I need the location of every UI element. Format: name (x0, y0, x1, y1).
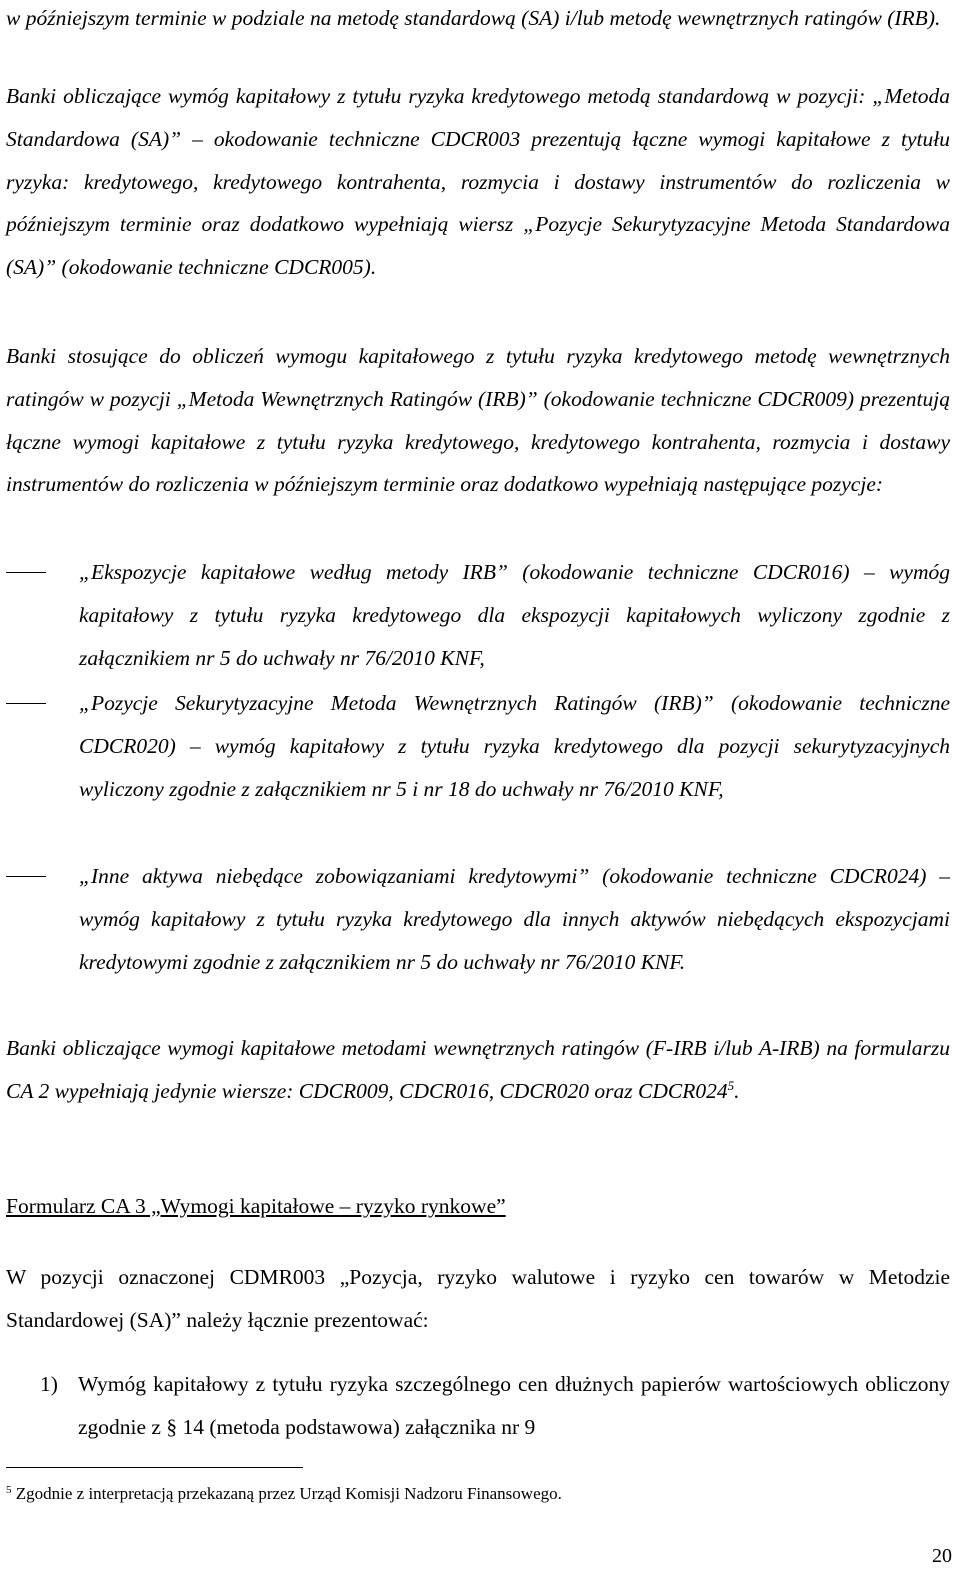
dash-item-text: „Inne aktywa niebędące zobowiązaniami kredytowymi” (okodowanie techniczne CDCR024) – wymóg kapitałowy z tytułu ryzyka kredytowego dla innych aktywów niebędących ekspozycjami kredytowymi zgodnie z załącznikiem nr 5 do uchwały nr 76/2010 KNF. (79, 864, 950, 974)
dash-bullet (6, 572, 46, 573)
list-number: 1) (40, 1372, 58, 1396)
paragraph-cdmr003: W pozycji oznaczonej CDMR003 „Pozycja, ryzyko walutowe i ryzyko cen towarów w Metodzie Standardowej (SA)” należy łącznie prezentować: (6, 1265, 950, 1332)
dash-item-text: „Pozycje Sekurytyzacyjne Metoda Wewnętrznych Ratingów (IRB)” (okodowanie techniczne CDCR020) – wymóg kapitałowy z tytułu ryzyka kredytowego dla pozycji sekurytyzacyjnych wyliczony zgodnie z załącznikiem nr 5 i nr 18 do uchwały nr 76/2010 KNF, (79, 691, 950, 801)
paragraph-irb-rows (6, 1027, 950, 1113)
list-item-text: Wymóg kapitałowy z tytułu ryzyka szczególnego cen dłużnych papierów wartościowych obliczony zgodnie z § 14 (metoda podstawowa) załącznika nr 9 (78, 1372, 950, 1439)
paragraph-continuation: w późniejszym terminie w podziale na metodę standardową (SA) i/lub metodę wewnętrznych ratingów (IRB). (6, 6, 941, 30)
paragraph-irb-rows-end: . (734, 1078, 740, 1103)
footnote-reference[interactable]: 5 (727, 1077, 735, 1093)
footnote-mark: 5 (6, 1484, 12, 1496)
page-number: 20 (932, 1545, 952, 1567)
footnote-separator (6, 1467, 303, 1468)
paragraph-irb-rows-text: Banki obliczające wymogi kapitałowe metodami wewnętrznych ratingów (F-IRB i/lub A-IRB) na formularzu CA 2 wypełniają jedynie wiersze: CDCR009, CDCR016, CDCR020 oraz CDCR024 (6, 1036, 950, 1103)
footnote-text: Zgodnie z interpretacją przekazaną przez Urząd Komisji Nadzoru Finansowego. (15, 1484, 562, 1503)
dash-item-text: „Ekspozycje kapitałowe według metody IRB” (okodowanie techniczne CDCR016) – wymóg kapitałowy z tytułu ryzyka kredytowego dla ekspozycji kapitałowych wyliczony zgodnie z załącznikiem nr 5 do uchwały nr 76/2010 KNF, (79, 560, 950, 670)
paragraph-irb-method: Banki stosujące do obliczeń wymogu kapitałowego z tytułu ryzyka kredytowego metodę wewnętrznych ratingów w pozycji „Metoda Wewnętrznych Ratingów (IRB)” (okodowanie techniczne CDCR009) prezentują łączne wymogi kapitałowe z tytułu ryzyka kredytowego, kredytowego kontrahenta, rozmycia i dostawy instrumentów do rozliczenia w późniejszym terminie oraz dodatkowo wypełniają następujące pozycje: (6, 344, 950, 497)
dash-bullet (6, 876, 46, 877)
paragraph-standard-method: Banki obliczające wymóg kapitałowy z tytułu ryzyka kredytowego metodą standardową w pozycji: „Metoda Standardowa (SA)” – okodowanie techniczne CDCR003 prezentują łączne wymogi kapitałowe z tytułu ryzyka: kredytowego, kredytowego kontrahenta, rozmycia i dostawy instrumentów do rozliczenia w późniejszym terminie oraz dodatkowo wypełniają wiersz „Pozycje Sekurytyzacyjne Metoda Standardowa (SA)” (okodowanie techniczne CDCR005). (6, 84, 950, 280)
section-heading: Formularz CA 3 „Wymogi kapitałowe – ryzyko rynkowe” (6, 1194, 506, 1218)
dash-bullet (6, 703, 46, 704)
footnote (6, 1478, 562, 1506)
